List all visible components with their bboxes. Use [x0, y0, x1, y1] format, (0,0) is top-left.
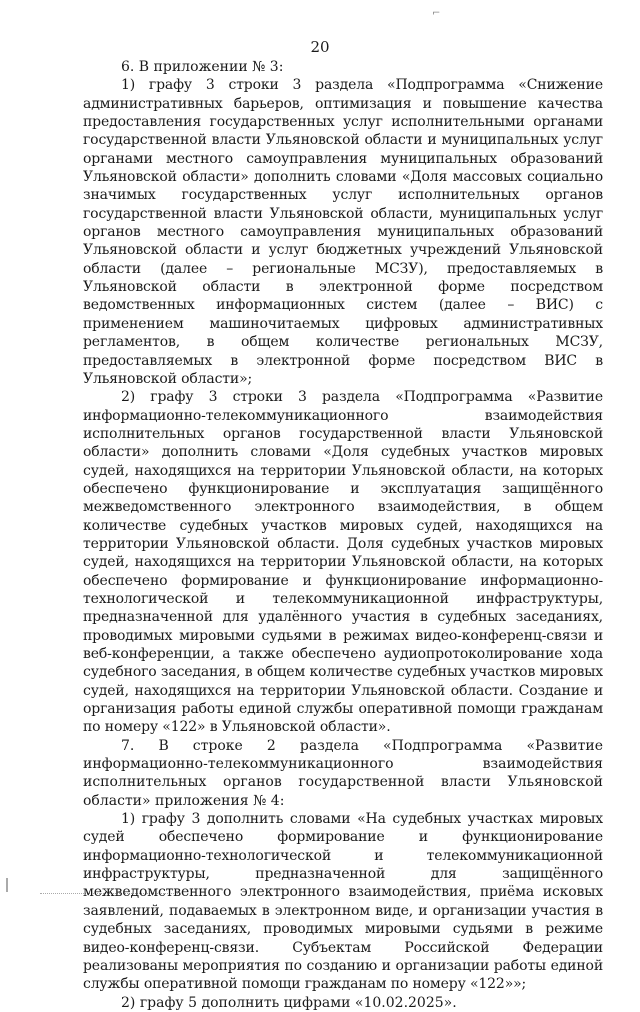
paragraph-6-item-1: 1) графу 3 строки 3 раздела «Подпрограмма «Снижение административных барьеров, оптимизация и повышение качества предоставления государственных услуг исполнительными органами государственной власти Ульяновской области и муниципальных услуг органами местного самоуправления муниципальных образований Ульяновской области» дополнить словами «Доля массовых социально значимых государственных услуг исполнительных органов государственной власти Ульяновской области, муниципальных услуг органов местного самоуправления муниципальных образований Ульяновской области и услуг бюджетных учреждений Ульяновской области (далее – региональные МСЗУ), предоставляемых в Ульяновской области в электронной форме посредством ведомственных информационных систем (далее – ВИС) с применением машиночитаемых цифровых административных регламентов, в общем количестве региональных МСЗУ, предоставляемых в электронной форме посредством ВИС в Ульяновской области»; [83, 77, 603, 387]
document-body [83, 58, 603, 1012]
paragraph-7-item-2: 2) графу 5 дополнить цифрами «10.02.2025». [121, 994, 457, 1011]
page-number: 20 [310, 38, 330, 56]
paragraph-7-item-1: 1) графу 3 дополнить словами «На судебных участках мировых судей обеспечено формирование и функционирование информационно-технологической и телекоммуникационной инфраструктуры, предназначенной для защищённого межведомственного электронного взаимодействия, приёма исковых заявлений, подаваемых в электронном виде, и организации участия в судебных заседаниях, проводимых мировыми судьями в режиме видео-конференц-связи. Субъектам Российской Федерации реализованы мероприятия по созданию и организации работы единой службы оперативной помощи гражданам по номеру «122»»; [83, 811, 603, 993]
paragraph-section-7-heading: 7. В строке 2 раздела «Подпрограмма «Развитие информационно-телекоммуникационного взаимодействия исполнительных органов государственной власти Ульяновской области» приложения № 4: [83, 737, 603, 809]
scan-edge-mark [6, 878, 8, 892]
paragraph-6-item-2: 2) графу 3 строки 3 раздела «Подпрограмма «Развитие информационно-телекоммуникационного взаимодействия исполнительных органов государственной власти Ульяновской области» дополнить словами «Доля судебных участков мировых судей, находящихся на территории Ульяновской области, на которых обеспечено функционирование и эксплуатация защищённого межведомственного электронного взаимодействия, в общем количестве судебных участков мировых судей, находящихся на территории Ульяновской области. Доля судебных участков мировых судей, находящихся на территории Ульяновской области, на которых обеспечено формирование и функционирование информационно-технологической и телекоммуникационной инфраструктуры, предназначенной для удалённого участия в судебных заседаниях, проводимых мировыми судьями в режимах видео-конференц-связи и веб-конференции, а также обеспечено аудиопротоколирование хода судебного заседания, в общем количестве судебных участков мировых судей, находящихся на территории Ульяновской области. Создание и организация работы единой службы оперативной помощи гражданам по номеру «122» в Ульяновской области». [83, 389, 603, 736]
paragraph-section-6-heading: 6. В приложении № 3: [121, 59, 284, 75]
scan-mark-icon: ⌐ [432, 8, 441, 19]
